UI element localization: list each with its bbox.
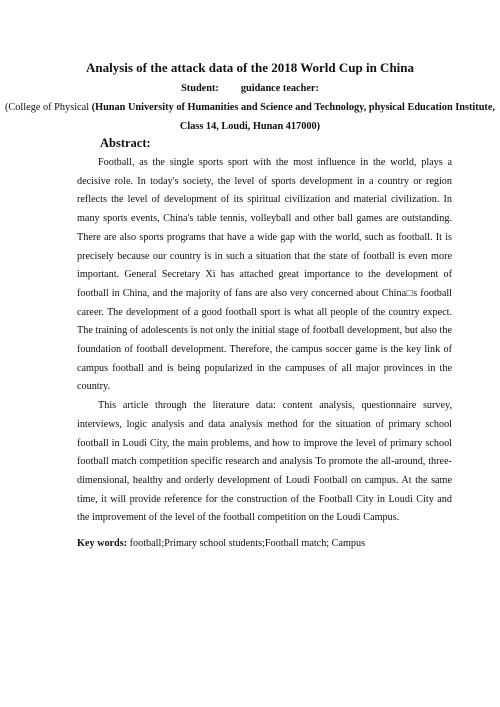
affiliation bbox=[0, 98, 500, 136]
paper-title: Analysis of the attack data of the 2018 World Cup in China bbox=[85, 60, 415, 75]
keywords-line bbox=[77, 536, 457, 552]
abstract-paragraph-2: This article through the literature data: content analysis, questionnaire survey, interviews, logic analysis and data analysis method for the situation of primary school football in Loudi City, the main problems, and how to improve the level of primary school football match competition specific research and analysis To promote the all-around, three-dimensional, healthy and orderly development of Loudi Football on campus. At the same time, it will provide reference for the construction of the Football City in Loudi City and the improvement of the level of the football competition on the Loudi Campus. bbox=[77, 400, 452, 524]
author-line bbox=[0, 82, 500, 96]
abstract-body bbox=[77, 154, 452, 528]
keywords-text: football;Primary school students;Football match; Campus bbox=[127, 538, 366, 549]
student-label: Student: bbox=[181, 83, 219, 94]
abstract-heading: Abstract: bbox=[100, 136, 151, 150]
affiliation-institution: (Hunan University of Humanities and Science and Technology, physical Education Institute, Class 14, Loudi, Hunan 417000) bbox=[91, 102, 496, 132]
affiliation-prefix: (College of Physical bbox=[4, 102, 92, 113]
teacher-label: guidance teacher: bbox=[240, 83, 319, 94]
keywords-label: Key words: bbox=[77, 538, 128, 549]
abstract-paragraph-1: Football, as the single sports sport with the most influence in the world, plays a decisive role. In today's society, the level of sports development in a country or region reflects the level of development of its spiritual civilization and material civilization. In many sports events, China's table tennis, volleyball and other ball games are outstanding. There are also sports programs that have a wide gap with the world, such as football. It is precisely because our country is in such a situation that the state of football is even more important. General Secretary Xi has attached great importance to the development of football in China, and the majority of fans are also very concerned about China□s football career. The development of a good football sport is what all people of the country expect. The training of adolescents is not only the initial stage of football development, but also the foundation of football development. Therefore, the campus soccer game is the key link of campus football and is being popularized in the campuses of all major provinces in the country. bbox=[77, 157, 452, 393]
